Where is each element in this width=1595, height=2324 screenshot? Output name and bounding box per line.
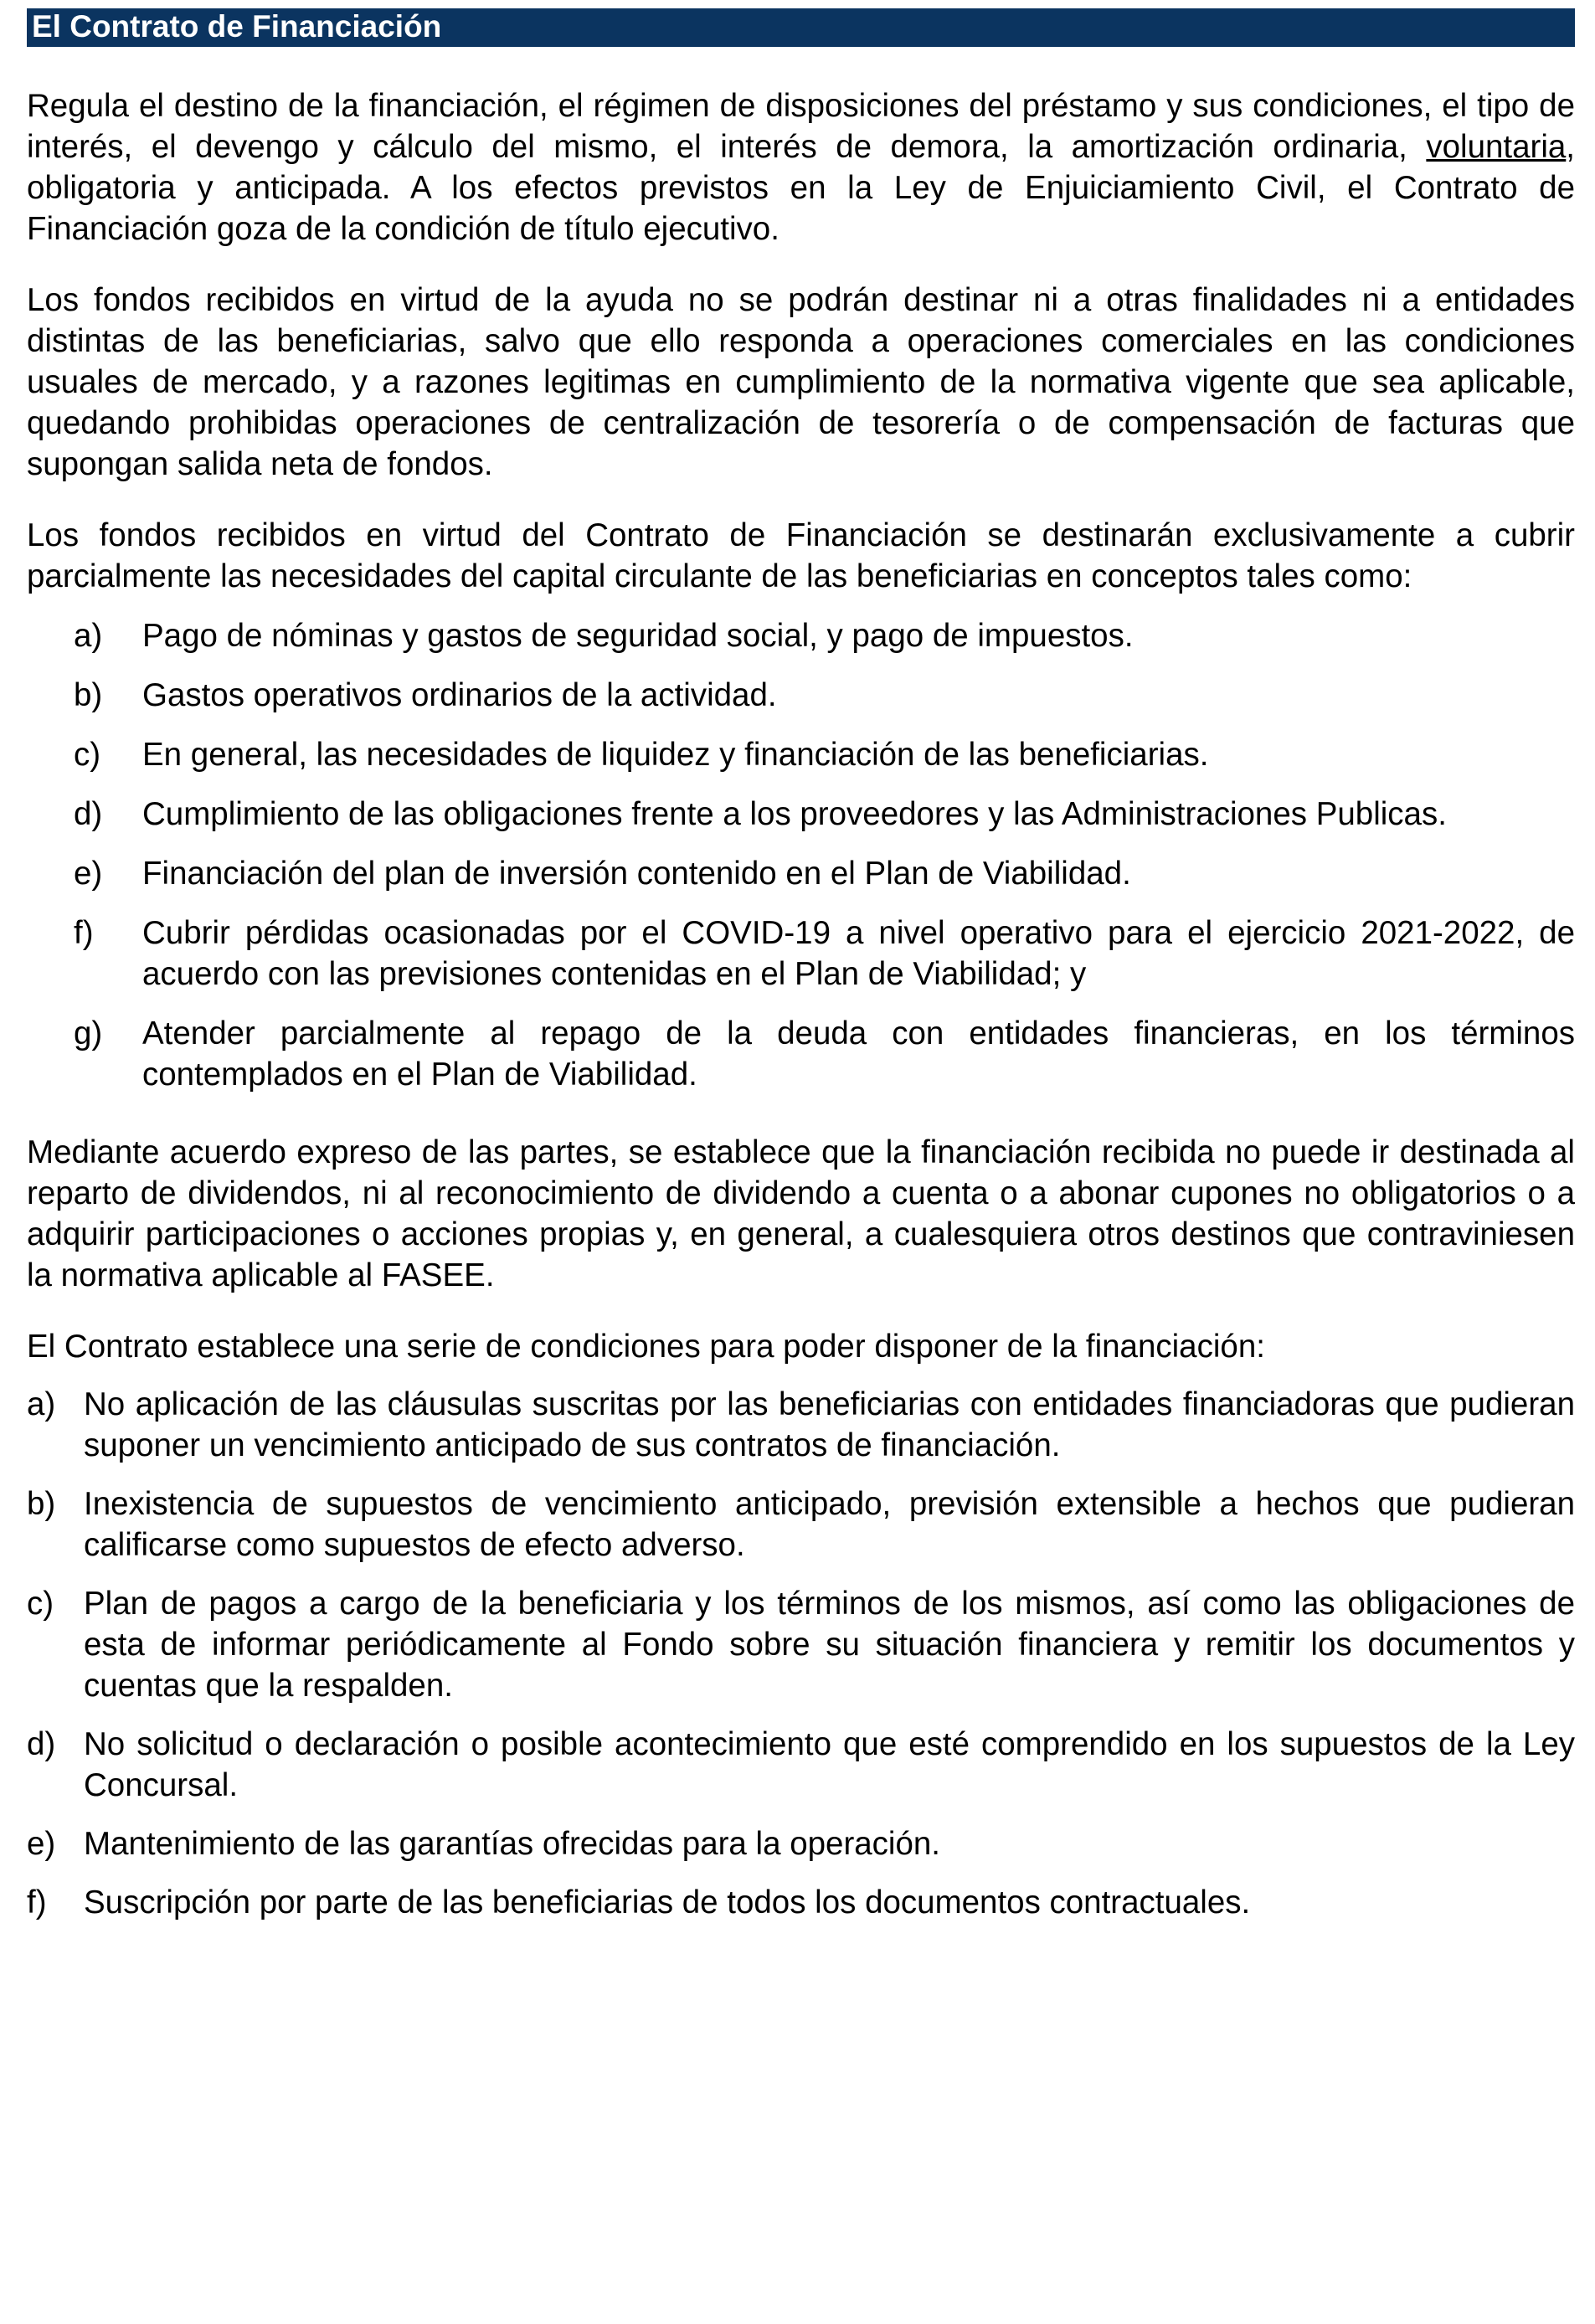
destination-list — [27, 615, 1575, 1095]
list-item — [27, 1823, 1575, 1864]
underlined-word: voluntaria — [1426, 129, 1567, 165]
list-marker: d) — [27, 1726, 56, 1762]
list-item — [74, 853, 1575, 894]
list-item-text: Cumplimiento de las obligaciones frente a los proveedores y las Administraciones Publicas. — [142, 796, 1447, 832]
list-marker: d) — [74, 796, 103, 832]
list-marker: c) — [27, 1586, 54, 1622]
list-item — [74, 1013, 1575, 1095]
list-item-text: Gastos operativos ordinarios de la actividad. — [142, 677, 777, 713]
list-marker: b) — [74, 677, 103, 713]
paragraph-dividends: Mediante acuerdo expreso de las partes, se establece que la financiación recibida no puede ir destinada al reparto de dividendos, ni al reconocimiento de dividendo a cuenta o a abonar cupones no obligatorios o a adquirir participaciones o acciones propias y, en general, a cualesquiera otros destinos que contraviniesen la normativa aplicable al FASEE. — [27, 1134, 1575, 1293]
list-item-text: En general, las necesidades de liquidez y financiación de las beneficiarias. — [142, 737, 1209, 773]
list-item — [74, 675, 1575, 716]
list-item — [27, 1724, 1575, 1806]
list-item — [27, 1882, 1575, 1923]
paragraph-fund-destination: Los fondos recibidos en virtud del Contrato de Financiación se destinarán exclusivamente a cubrir parcialmente las necesidades del capital circulante de las beneficiarias en conceptos tales como: — [27, 517, 1575, 594]
paragraph-fund-restrictions: Los fondos recibidos en virtud de la ayuda no se podrán destinar ni a otras finalidades ni a entidades distintas de las beneficiarias, salvo que ello responda a operaciones comerciales en las condiciones usuales de mercado, y a razones legitimas en cumplimiento de la normativa vigente que sea aplicable, quedando prohibidas operaciones de centralización de tesorería o de compensación de facturas que supongan salida neta de fondos. — [27, 282, 1575, 482]
list-marker: g) — [74, 1015, 103, 1051]
list-item-text: No aplicación de las cláusulas suscritas por las beneficiarias con entidades financiadoras que pudieran suponer un vencimiento anticipado de sus contratos de financiación. — [84, 1386, 1575, 1463]
section-title: El Contrato de Financiación — [27, 8, 1575, 47]
list-item — [74, 794, 1575, 835]
list-marker: e) — [27, 1826, 56, 1862]
list-item-text: Pago de nóminas y gastos de seguridad social, y pago de impuestos. — [142, 618, 1134, 654]
list-item — [74, 615, 1575, 656]
list-marker: f) — [27, 1884, 47, 1920]
list-item-text: No solicitud o declaración o posible acontecimiento que esté comprendido en los supuestos de la Ley Concursal. — [84, 1726, 1575, 1803]
list-item-text: Atender parcialmente al repago de la deuda con entidades financieras, en los términos contemplados en el Plan de Viabilidad. — [142, 1015, 1575, 1093]
document-page — [27, 8, 1575, 1923]
list-item — [27, 1384, 1575, 1466]
paragraph-regulation — [27, 85, 1575, 249]
list-item-text: Mantenimiento de las garantías ofrecidas para la operación. — [84, 1826, 940, 1862]
list-item-text: Financiación del plan de inversión contenido en el Plan de Viabilidad. — [142, 856, 1131, 892]
paragraph-text: , obligatoria y anticipada. A los efectos previstos en la Ley de Enjuiciamiento Civil, el Contrato de Financiación goza de la condición de título ejecutivo. — [27, 129, 1575, 247]
list-item-text: Plan de pagos a cargo de la beneficiaria y los términos de los mismos, así como las obligaciones de esta de informar periódicamente al Fondo sobre su situación financiera y remitir los documentos y cuentas que la respalden. — [84, 1586, 1575, 1704]
conditions-list — [27, 1384, 1575, 1923]
list-marker: b) — [27, 1486, 56, 1522]
list-item-text: Inexistencia de supuestos de vencimiento anticipado, previsión extensible a hechos que pudieran calificarse como supuestos de efecto adverso. — [84, 1486, 1575, 1563]
list-item — [74, 734, 1575, 775]
list-marker: a) — [27, 1386, 56, 1422]
paragraph-text: Regula el destino de la financiación, el régimen de disposiciones del préstamo y sus condiciones, el tipo de interés, el devengo y cálculo del mismo, el interés de demora, la amortización ordinaria, — [27, 88, 1575, 165]
list-item-text: Suscripción por parte de las beneficiarias de todos los documentos contractuales. — [84, 1884, 1251, 1920]
list-marker: a) — [74, 618, 103, 654]
list-marker: f) — [74, 915, 94, 951]
paragraph-conditions-intro: El Contrato establece una serie de condiciones para poder disponer de la financiación: — [27, 1329, 1265, 1365]
list-marker: c) — [74, 737, 101, 773]
list-item — [27, 1583, 1575, 1706]
list-item-text: Cubrir pérdidas ocasionadas por el COVID-19 a nivel operativo para el ejercicio 2021-2022, de acuerdo con las previsiones contenidas en el Plan de Viabilidad; y — [142, 915, 1575, 992]
list-marker: e) — [74, 856, 103, 892]
list-item — [27, 1483, 1575, 1566]
list-item — [74, 913, 1575, 995]
